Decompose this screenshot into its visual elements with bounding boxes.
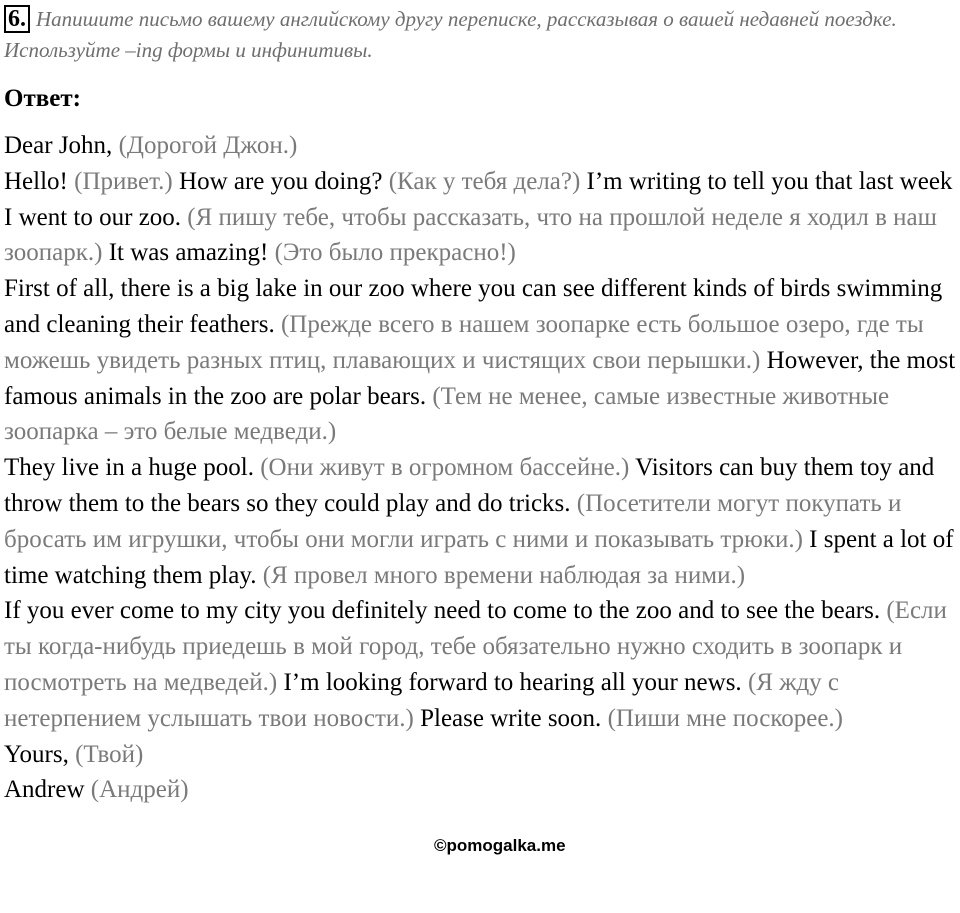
letter-greeting (4, 128, 958, 164)
answer-label: Ответ: (4, 85, 81, 112)
russian-translation: (Это было прекрасно!) (274, 239, 516, 267)
english-text: Visitors can buy them toy and throw them to the bears so they could play and do tricks. (4, 454, 935, 517)
letter-body (4, 128, 958, 808)
letter-paragraph-3 (4, 450, 958, 593)
english-text: However, the most famous animals in the zoo are polar bears. (4, 346, 956, 410)
english-text: It was amazing! (102, 239, 275, 267)
letter-signature (4, 772, 958, 808)
task-text: Напишите письмо вашему английскому другу переписке, рассказывая о вашей недавней поездке. Используйте –ing формы и инфинитивы. (4, 7, 897, 62)
english-text: Please write soon. (413, 704, 608, 732)
russian-translation: (Они живут в огромном бассейне.) (260, 454, 630, 482)
russian-translation: (Тем не менее, самые известные животные зоопарка – это белые медведи.) (4, 382, 890, 446)
letter-paragraph-4 (4, 593, 958, 736)
english-text: I spent a lot of time watching them play. (4, 525, 954, 589)
russian-translation: (Как у тебя дела?) (388, 167, 581, 195)
russian-translation: (Дорогой Джон.) (118, 132, 298, 159)
russian-translation: (Андрей) (90, 776, 189, 804)
letter-paragraph-1 (4, 164, 958, 271)
task-instruction (4, 4, 954, 66)
english-text: First of all, there is a big lake in our zoo where you can see different kinds of birds swimming and cleaning their feathers. (4, 275, 943, 338)
letter-closing (4, 737, 958, 773)
russian-translation: (Привет.) (74, 167, 173, 195)
russian-translation: (Я пишу тебе, чтобы рассказать, что на прошлой неделе я ходил в наш зоопарк.) (4, 203, 937, 267)
english-text: Dear John, (4, 132, 119, 159)
task-number: 6. (4, 5, 30, 33)
russian-translation: (Если ты когда-нибудь приедешь в мой город, тебе обязательно нужно сходить в зоопарк и посмотреть на медведей.) (4, 597, 947, 696)
watermark: ©pomogalka.me (434, 836, 566, 855)
russian-translation: (Твой) (75, 740, 144, 768)
english-text: Hello! (4, 167, 75, 195)
letter-paragraph-2 (4, 271, 958, 450)
russian-translation: (Прежде всего в нашем зоопарке есть большое озеро, где ты можешь увидеть разных птиц, плавающих и чистящих свои перышки.) (4, 310, 924, 374)
english-text: I’m looking forward to hearing all your news. (277, 668, 748, 696)
english-text: If you ever come to my city you definitely need to come to the zoo and to see the bears. (4, 597, 887, 625)
russian-translation: (Посетители могут покупать и бросать им игрушки, чтобы они могли играть с ними и показывать трюки.) (4, 489, 902, 553)
english-text: How are you doing? (172, 167, 389, 195)
russian-translation: (Я жду с нетерпением услышать твои новости.) (4, 668, 840, 732)
russian-translation: (Пиши мне поскорее.) (607, 704, 843, 732)
english-text: They live in a huge pool. (4, 454, 261, 482)
english-text: I’m writing to tell you that last week I went to our zoo. (4, 167, 953, 231)
english-text: Yours, (4, 740, 76, 768)
russian-translation: (Я провел много времени наблюдая за ними.) (262, 561, 746, 589)
english-text: Andrew (4, 776, 91, 804)
